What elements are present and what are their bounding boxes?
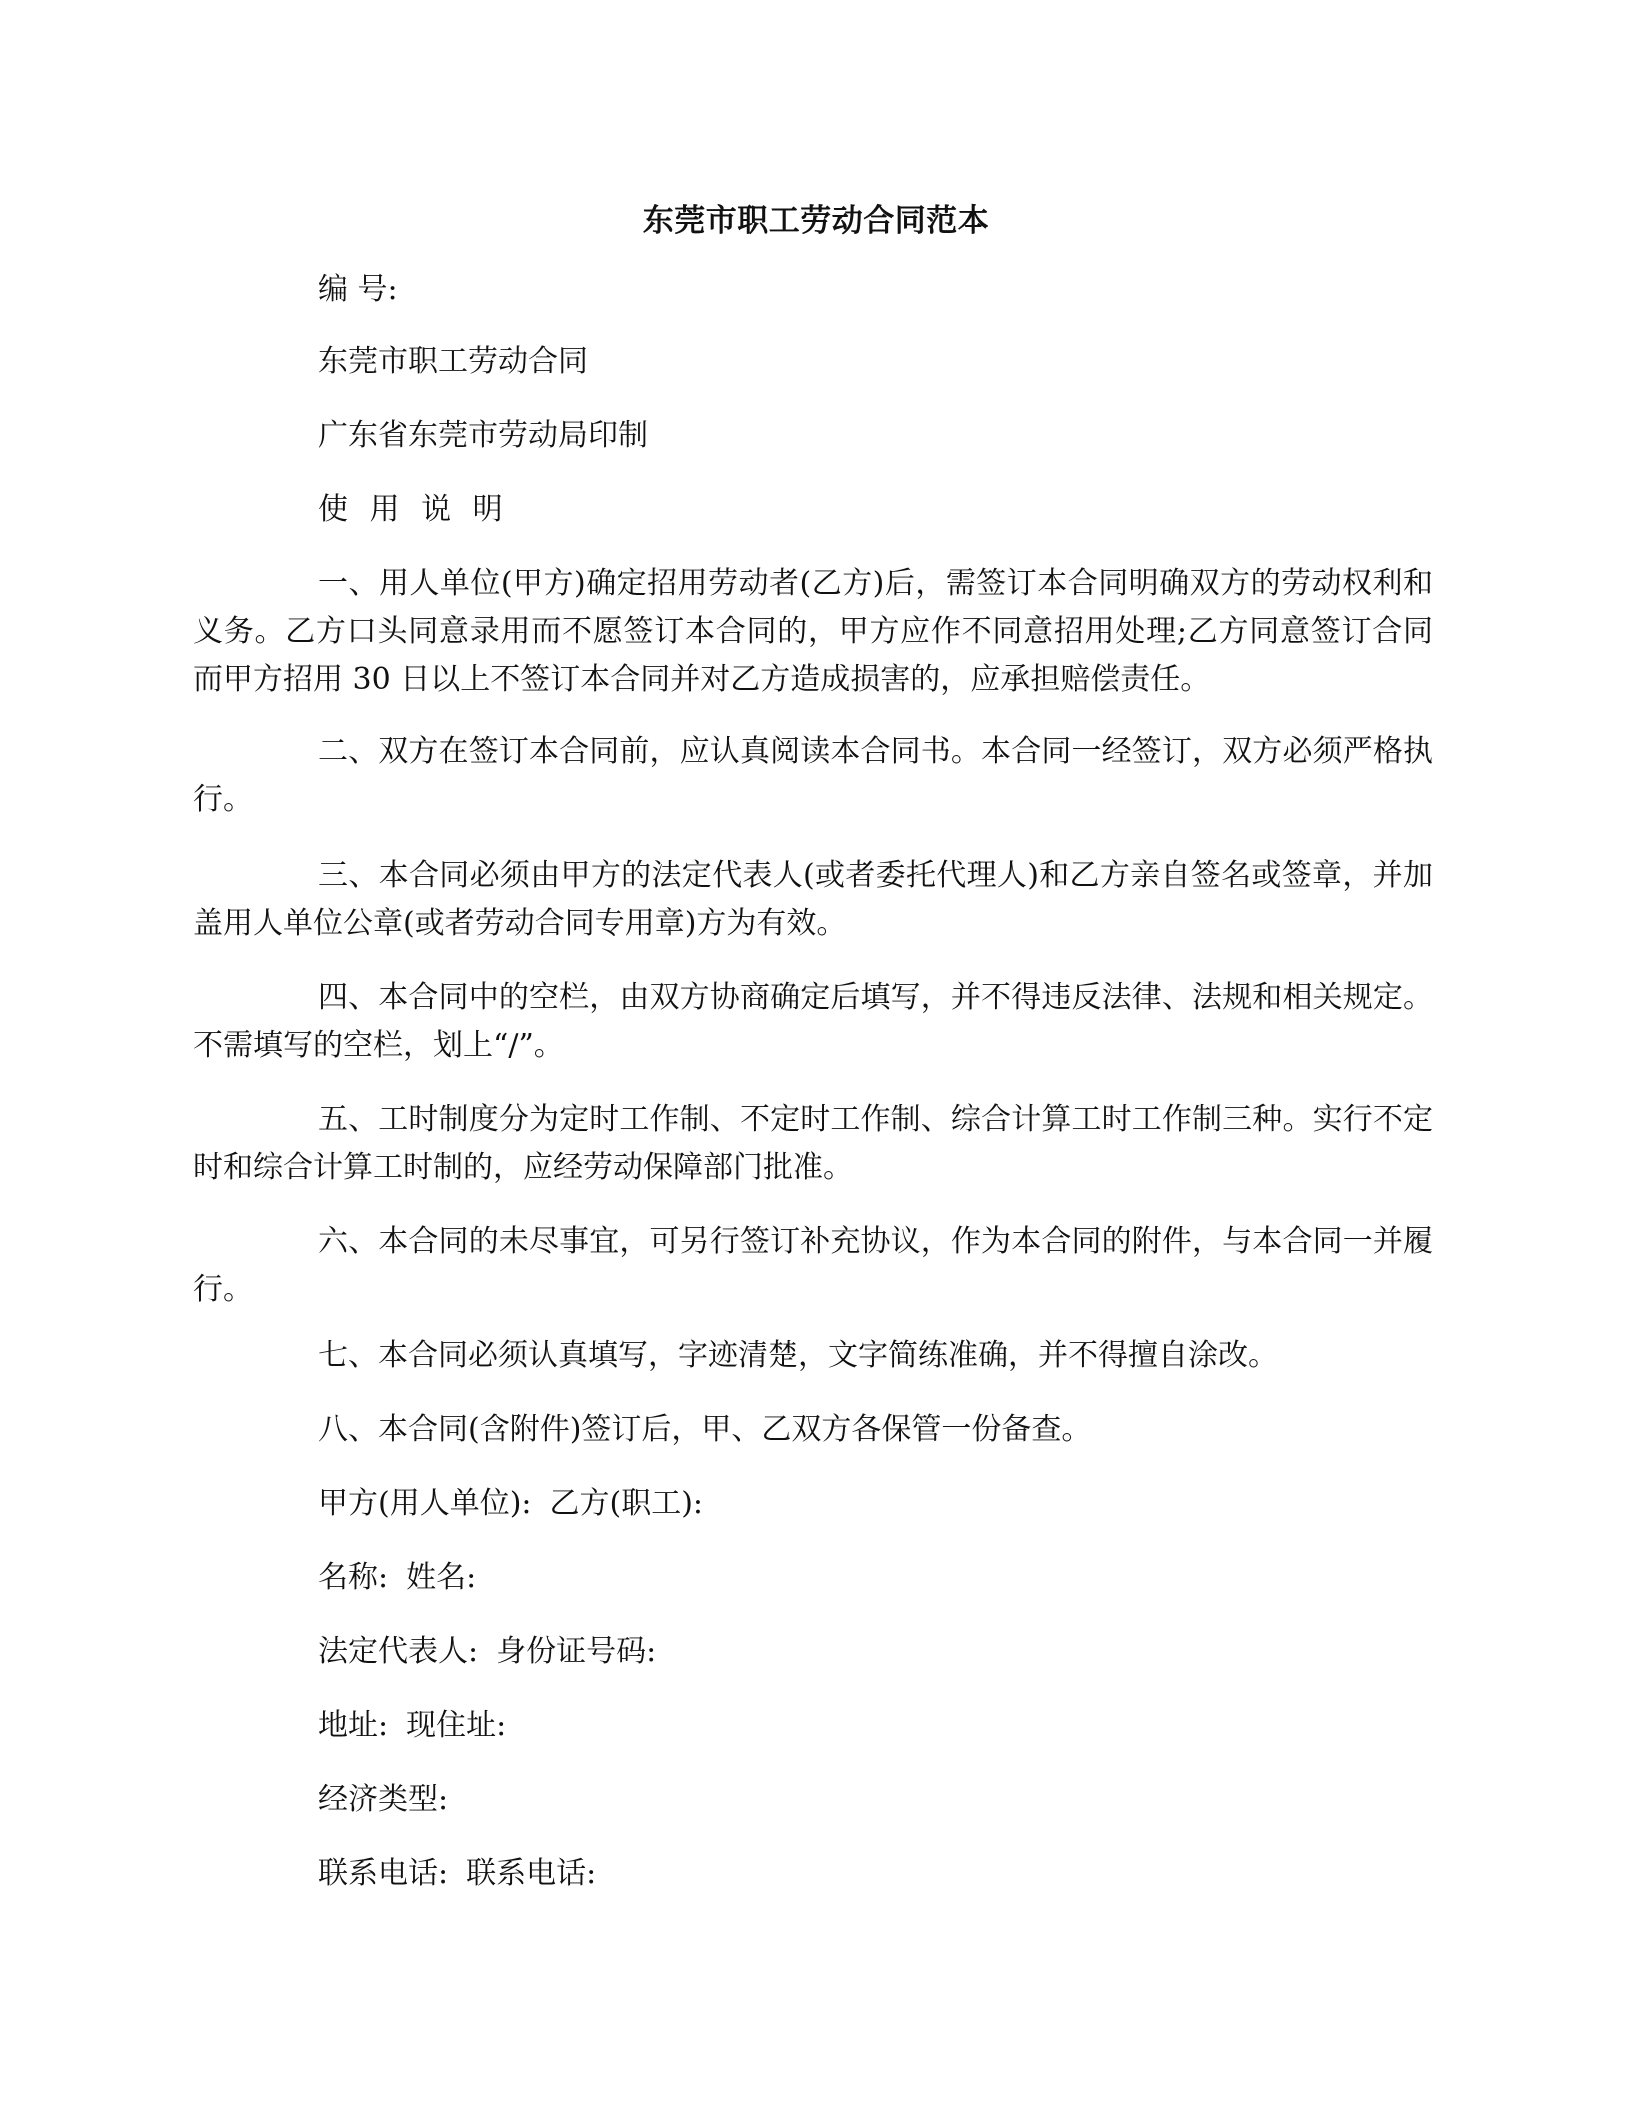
contract-name: 东莞市职工劳动合同 (318, 344, 588, 379)
phone-fields-row (318, 1856, 596, 1892)
phone-a-label: 联系电话: (318, 1856, 449, 1891)
party-b-label: 乙方(职工): (549, 1486, 704, 1521)
instructions-heading: 使 用 说 明 (318, 492, 509, 527)
clause-2: 二、双方在签订本合同前，应认真阅读本合同书。本合同一经签订，双方必须严格执行。 (193, 734, 1433, 817)
clause-3: 三、本合同必须由甲方的法定代表人(或者委托代理人)和乙方亲自签名或签章，并加盖用人单位公章(或者劳动合同专用章)方为有效。 (193, 858, 1433, 941)
party-fields-row (318, 1486, 703, 1522)
address-label: 地址: (318, 1708, 389, 1743)
clause-8: 八、本合同(含附件)签订后，甲、乙双方各保管一份备查。 (318, 1412, 1092, 1447)
address-fields-row (318, 1708, 506, 1744)
clause-6: 六、本合同的未尽事宜，可另行签订补充协议，作为本合同的附件，与本合同一并履行。 (193, 1224, 1433, 1307)
clause-1: 一、用人单位(甲方)确定招用劳动者(乙方)后，需签订本合同明确双方的劳动权利和义务。乙方口头同意录用而不愿签订本合同的，甲方应作不同意招用处理;乙方同意签订合同而甲方招用 30 日以上不签订本合同并对乙方造成损害的，应承担赔偿责任。 (193, 566, 1433, 697)
econ-type-label: 经济类型: (318, 1782, 449, 1817)
company-name-label: 名称: (318, 1560, 389, 1595)
page-title: 东莞市职工劳动合同范本 (642, 203, 990, 239)
rep-fields-row (318, 1634, 656, 1670)
current-address-label: 现住址: (406, 1708, 507, 1743)
phone-b-label: 联系电话: (466, 1856, 597, 1891)
clause-4: 四、本合同中的空栏，由双方协商确定后填写，并不得违反法律、法规和相关规定。不需填写的空栏，划上“/”。 (193, 980, 1433, 1063)
name-fields-row (318, 1560, 476, 1596)
employee-name-label: 姓名: (406, 1560, 477, 1595)
printer-line: 广东省东莞市劳动局印制 (318, 418, 648, 453)
party-a-label: 甲方(用人单位): (318, 1486, 532, 1521)
number-label: 编 号: (318, 272, 398, 307)
id-number-label: 身份证号码: (496, 1634, 657, 1669)
clause-5: 五、工时制度分为定时工作制、不定时工作制、综合计算工时工作制三种。实行不定时和综合计算工时制的，应经劳动保障部门批准。 (193, 1102, 1433, 1185)
legal-rep-label: 法定代表人: (318, 1634, 479, 1669)
clause-7: 七、本合同必须认真填写，字迹清楚，文字简练准确，并不得擅自涂改。 (318, 1338, 1278, 1373)
